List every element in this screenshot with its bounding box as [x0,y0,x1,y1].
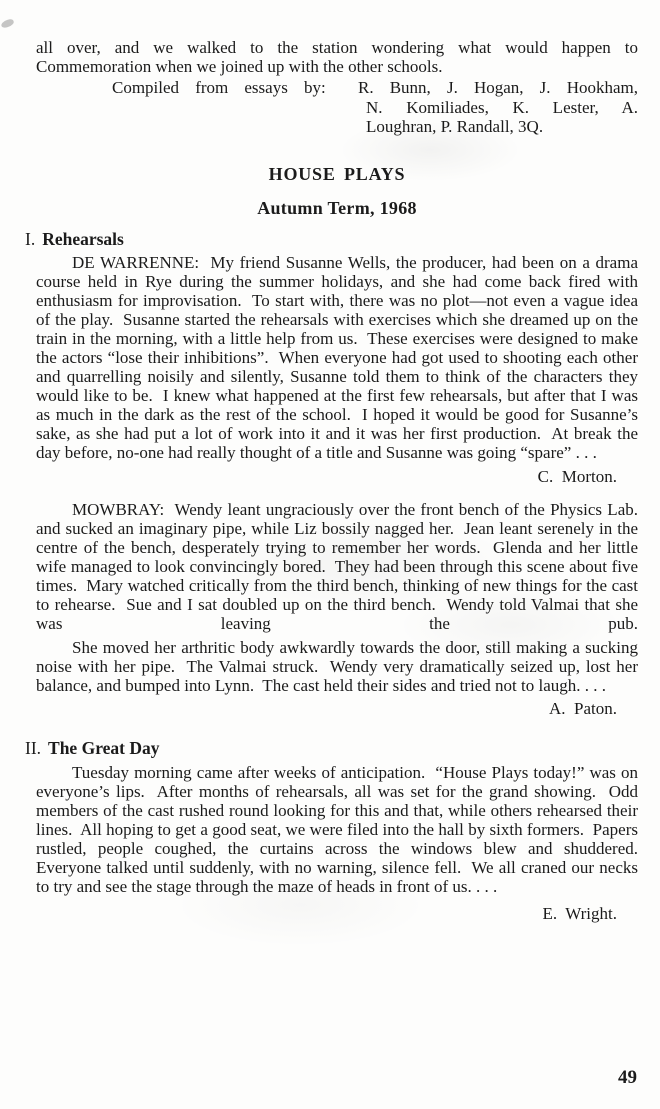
section-numeral: I. [25,228,36,249]
article-title: HOUSE PLAYS [268,163,406,184]
section-title: Rehearsals [42,228,124,249]
section-heading-great-day [25,738,638,758]
byline-line: Loughran, P. Randall, 3Q. [366,117,544,136]
section-numeral: II. [25,737,42,758]
page-number: 49 [618,1067,637,1088]
essay-paragraph: She moved her arthritic body awkwardly towards the door, still making a sucking noise with her pipe. The Valmai struck. Wendy very dramatically seized up, lost her balance, and bumped into Lynn. The cast held their sides and tried not to laugh. . . . [36,637,643,695]
byline-line: N. Komiliades, K. Lester, A. [366,97,638,117]
byline-line: Compiled from essays by: R. Bunn, J. Hogan, J. Hookham, [112,78,638,97]
essay-paragraph: MOWBRAY: Wendy leant ungraciously over the front bench of the Physics Lab. and sucked an imaginary pipe, while Liz bossily nagged her. Jean leant serenely in the centre of the bench, desperately trying to remember her words. Glenda and her little wife managed to look convincingly bored. They had been through this scene about five times. Mary watched critically from the third bench, thinking of new things for the cast to rehearse. Sue and I sat doubled up on the third bench. Wendy told Valmai that she was leaving the pub. [36,499,643,633]
essay-paragraph: Tuesday morning came after weeks of anticipation. “House Plays today!” was on everyone’s lips. After months of rehearsals, all was set for the grand showing. Odd members of the cast rushed round looking for this and that, while others rehearsed their lines. All hoping to get a good seat, we were filed into the hall by sixth formers. Papers rustled, people coughed, the curtains across the windows blew and shuddered. Everyone talked until suddenly, with no warning, silence fell. We all craned our necks to try and see the stage through the maze of heads in front of us. . . . [36,762,647,896]
essay-signature: E. Wright. [542,903,617,923]
essay-signature: C. Morton. [537,466,617,486]
section-title: The Great Day [48,737,160,758]
byline-block [36,78,638,137]
intro-continuation-paragraph: all over, and we walked to the station wondering what would happen to Commemoration when we joined up with the other schools. [36,38,643,76]
scan-smudge [0,18,15,29]
essay-signature: A. Paton. [549,698,617,718]
essay-paragraph: DE WARRENNE: My friend Susanne Wells, the producer, had been on a drama course held in Rye during the summer holidays, and she had come back fired with enthusiasm for improvisation. To start with, there was no plot—not even a vague idea of the play. Susanne started the rehearsals with exercises which she dreamed up on the train in the morning, with a little help from us. These exercises were designed to make the actors “lose their inhibitions”. When everyone had got used to shooting each other and quarrelling noisily and silently, Susanne told them to think of the characters they would like to be. I knew what happened at the first few rehearsals, but after that I was as much in the dark as the rest of the school. I hoped it would be good for Susanne’s sake, as she had put a lot of work into it and it was her first production. At break the day before, no-one had really thought of a title and Susanne was going “spare” . . . [36,252,643,462]
section-heading-rehearsals [25,229,638,249]
article-subtitle: Autumn Term, 1968 [257,197,417,218]
